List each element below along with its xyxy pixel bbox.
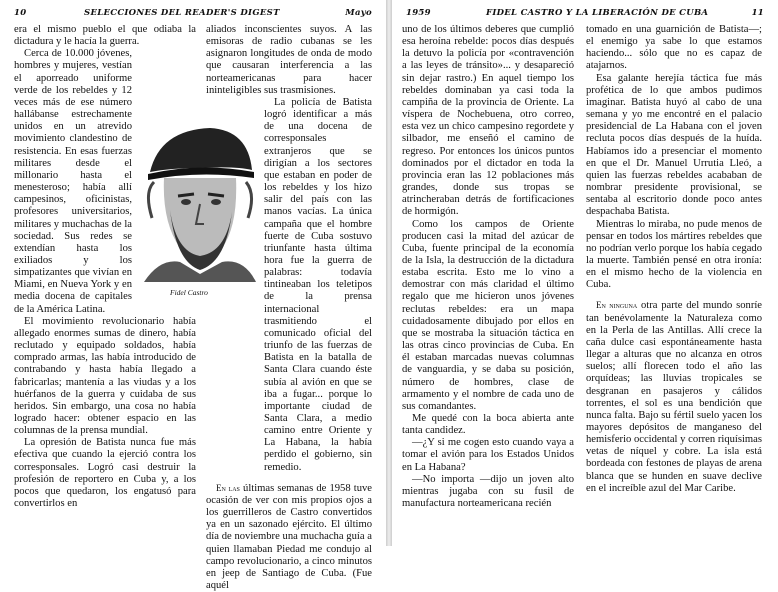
paragraph: —No importa —dijo un joven alto mientras jugaba con su fusil de manufactura norteamericana recién [402,473,574,510]
left-page-number: 10 [14,8,27,18]
paragraph: Esa galante herejía táctica fue más profética de lo que ambos pudimos imaginar. Batista huyó al cabo de una semana y yo me encontré en el palacio presidencial de La Habana con el joven recluta pocos días después de la huída. Habíamos ido a presenciar el momento en que el Dr. Manuel Urrutia Lleó, a quien las fuerzas rebeldes acababan de nombrar presidente provisional, se sentaba al escritorio donde poco antes despachaba Batista. [586,72,762,218]
left-column-2 [206,24,372,592]
paragraph: La opresión de Batista nunca fue más efectiva que cuando la ejerció contra los corresponsales. Logró casi destruir la profesión de reportero en Cuba y, a los pocos que quedaron, los engatusó para convertirlos en [14,437,196,510]
right-page-number: 11 [751,8,764,18]
paragraph: era el mismo pueblo el que odiaba la dictadura y le hacía la guerra. [14,24,196,48]
lead-in: En las [216,482,240,493]
paragraph [586,299,762,495]
right-running-header [406,8,764,22]
left-running-head: SELECCIONES DEL READER'S DIGEST [84,8,280,18]
paragraph: Me quedé con la boca abierta ante tanta candidez. [402,413,574,437]
fidel-castro-portrait [140,122,258,282]
right-year: 1959 [406,8,431,18]
paragraph: Mientras lo miraba, no pude menos de pensar en todos los mártires rebeldes que no podrían verlo porque los había cegado la muerte. También pensé en otra ironía: en el mismo hecho de la violencia en Cuba. [586,218,762,291]
lead-in: En ninguna [596,300,638,311]
paragraph [206,482,372,592]
paragraph: uno de los últimos deberes que cumplió esa heroína rebelde: pocos días después la detuvo la policía por «contravención a las leyes de tránsito»... y desapareció sin dejar rastro.) En aquel tiempo los rebeldes dominaban ya casi toda la campiña de la provincia de Oriente. La víspera de Nochebuena, otro correo, esta vez un chico campesino regordete y silbador, me enseñó el camino de regreso. Por entonces los únicos puntos dominados por el dictador en toda la provincia eran las 12 poblaciones más grandes, donde sus tropas se atrincheraban detrás de fortificaciones de hormigón. [402,24,574,218]
left-month: Mayo [345,8,372,18]
paragraph: La policía de Batista logró identificar a más de una docena de corresponsales extranjeros que se dirigían a los sectores que estaban en poder de los rebeldes y los hizo salir del país con las manos vacías. La única campaña que el hombre fuerte de Cuba sostuvo triunfante hasta última hora fue la guerra de palabras: todavía tintineaban los teletipos de la prensa internacional trasmitiendo el comunicado oficial del triunfo de las fuerzas de Batista en la batalla de Santa Clara cuando éste subía al avión en que se iba a fugar... porque lo importante ciudad de Santa Clara, a medio camino entre Oriente y La Habana, la había perdido el gobierno, sin remedio. [264,96,372,473]
paragraph: Como los campos de Oriente producen casi la mitad del azúcar de Cuba, fuente principal de la economía de la Isla, la destrucción de la dictadura estaba escrita. Esto me lo vino a demostrar con más claridad el último regalo que me hicieron unos jóvenes reclutas rebeldes: era un mapa cuidadosamente dibujado por ellos en que se mostraba la situación táctica en las otras cinco provincias de Cuba. En él estaban marcadas nuevas columnas de vanguardia, y se daba su posición, número de hombres, clase de armamento y el nombre de cada uno de sus comandantes. [402,218,574,412]
paragraph: aliados inconscientes suyos. A las emisoras de radio cubanas se les asignaron longitudes de onda de modo que causaran interferencia a las norteamericanas para hacer ininteligibles sus trasmisiones. [206,24,372,96]
paragraph: Cerca de 10.000 jóvenes, hombres y mujeres, vestían el aporreado uniforme verde de los rebeldes y 12 veces más de ese número hallábanse estrechamente unidos en un atrevido movimiento clandestino de resistencia. En esas fuerzas militares desde el millonario hasta el menesteroso; había allí campesinos, oficinistas, profesores universitarios, militares y muchachas de la sociedad. Sus redes se extendían hasta los exiliados y los simpatizantes que vivían en Miami, en Nueva York y en media docena de capitales de la América Latina. [14,48,132,315]
left-page [0,0,386,592]
right-column-2 [586,24,762,495]
paragraph-text: últimas semanas de 1958 tuve ocasión de ver con mis propios ojos a los guerrilleros de Castro convertidos ya en un sazonado ejército. El último día de noviembre una muchacha guía a quien llamaban Piedad me condujo al campo revolucionario, a cinco minutos en jeep de Santiago de Cuba. (Fue aquél [206,482,372,592]
paragraph: —¿Y si me cogen esto cuando vaya a tomar el avión para los Estados Unidos en La Habana? [402,437,574,473]
paragraph: El movimiento revolucionario había allegado enormes sumas de dinero, había reclutado y equipado soldados, había comprado armas, las había introducido de contrabando y hasta había llegado a fabricarlas; mantenía a las viudas y a los huérfanos de la guerra y cuidaba de sus heridos. Sin embargo, una cosa no había logrado hacer: obtener espacio en las columnas de la prensa mundial. [14,315,196,437]
paragraph-text: otra parte del mundo sonríe tan benévolamente la Naturaleza como en la Perla de las Antillas. Allí crece la caña dulce casi espontáneamente hasta llegar a alturas que no alcanza en otros suelos; allí florecen todo el año las orquídeas; las lluvias tropicales se desgranan en pasajeros y cálidos torrentes, el sol es una bendición que nunca falta. Bajo su fértil suelo yacen los mayores depósitos de manganeso del hemisferio occidental y corren riquísimas vetas de níquel y cobre. La isla está bordeada con festones de playas de arena blanca que se hunden en suave declive en el increíble azul del Mar Caribe. [586,300,763,494]
left-running-header [14,8,372,22]
right-running-head: FIDEL CASTRO Y LA LIBERACIÓN DE CUBA [486,8,709,18]
right-page [392,0,778,546]
right-column-1 [402,24,574,510]
paragraph: tomado en una guarnición de Batista—; el enemigo ya sabe lo que estamos haciendo... sólo que no es capaz de atajarnos. [586,24,762,72]
portrait-caption: Fidel Castro [170,288,208,297]
